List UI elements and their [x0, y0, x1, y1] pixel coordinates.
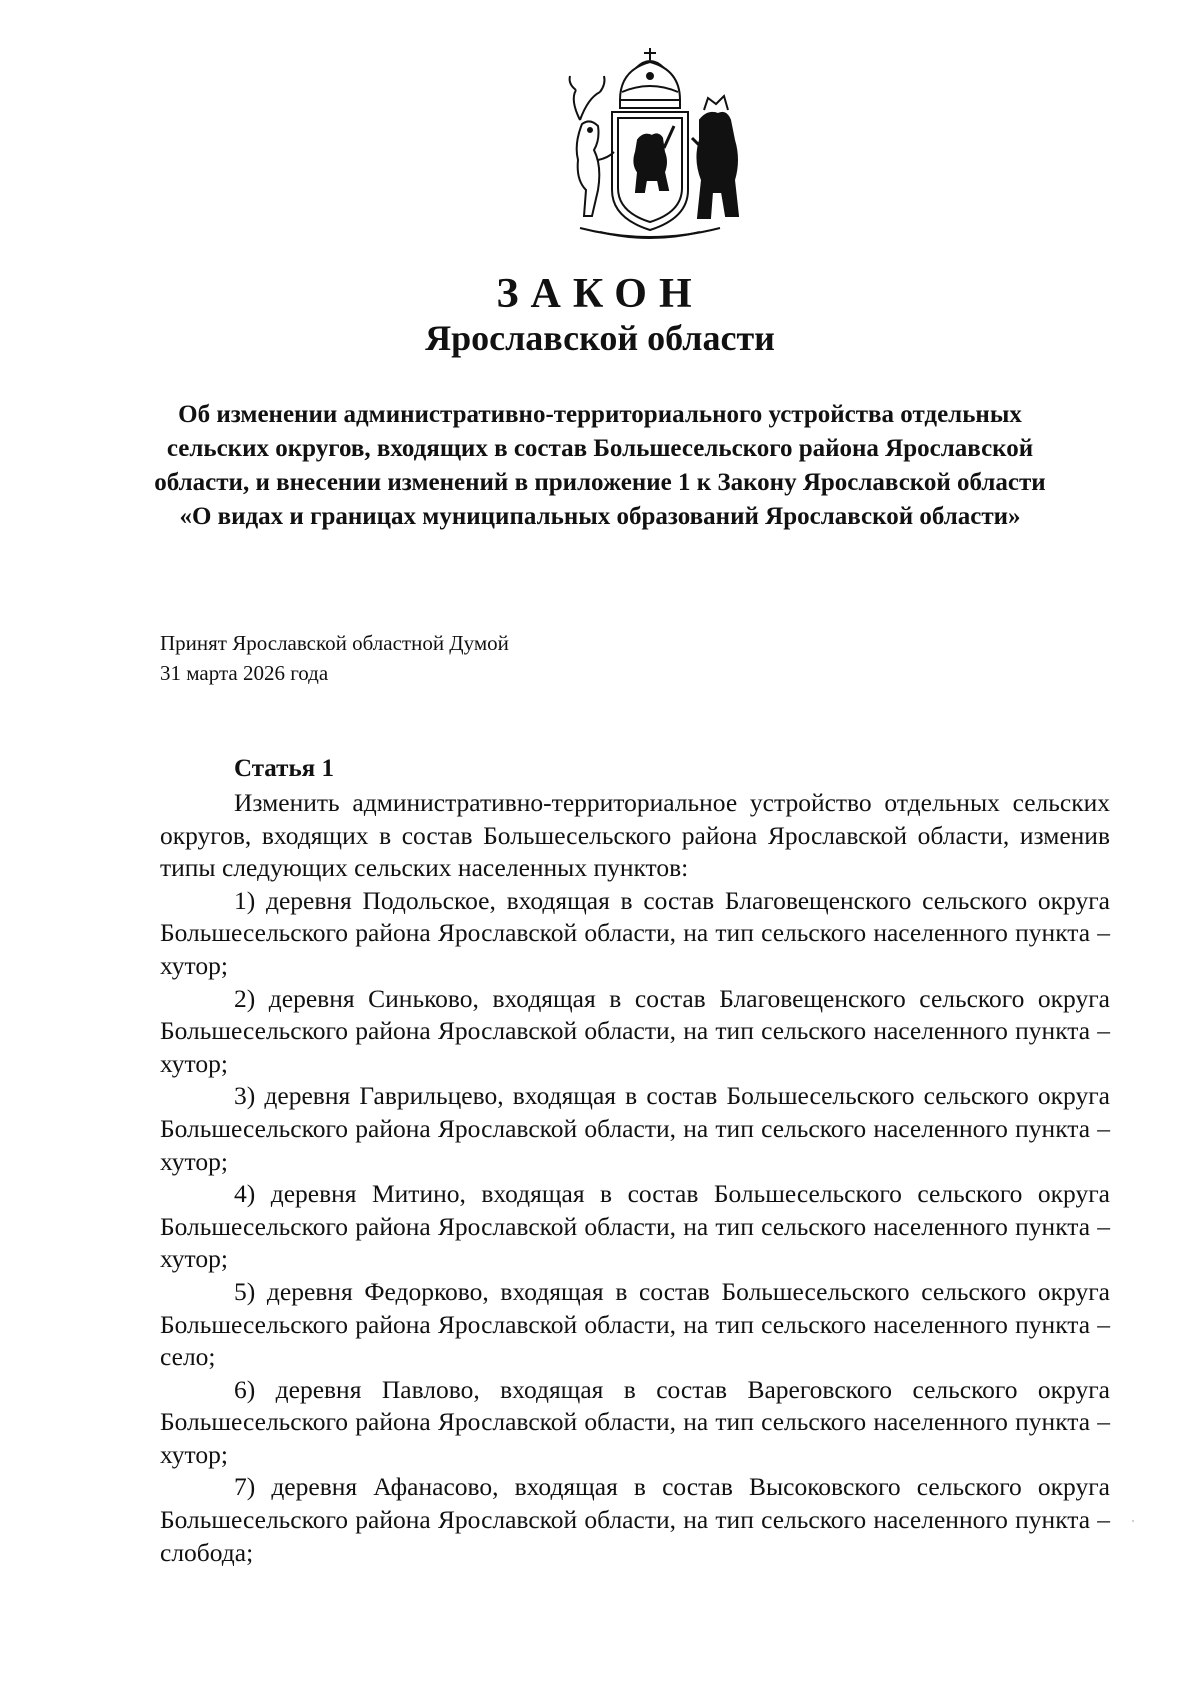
law-region: Ярославской области [425, 318, 775, 358]
law-heading: ЗАКОН [496, 271, 704, 317]
list-item: 2) деревня Синьково, входящая в состав Благовещенского сельского округа Большесельского района Ярославской области, на тип сельского населенного пункта – хутор; [160, 983, 1110, 1078]
article-heading: Статья 1 [234, 755, 334, 782]
article-body [160, 787, 1110, 1569]
article-intro: Изменить административно-территориальное устройство отдельных сельских округов, входящих в состав Большесельского района Ярославской области, изменив типы следующих сельских населенных пунктов: [160, 788, 1110, 883]
scan-speck [1132, 1520, 1134, 1522]
list-item: 3) деревня Гаврильцево, входящая в состав Большесельского сельского округа Большесельского района Ярославской области, на тип сельского населенного пункта – хутор; [160, 1081, 1110, 1176]
list-item: 5) деревня Федорково, входящая в состав Большесельского сельского округа Большесельского района Ярославской области, на тип сельского населенного пункта – село; [160, 1276, 1110, 1372]
list-item: 7) деревня Афанасово, входящая в состав Высоковского сельского округа Большесельского района Ярославской области, на тип сельского населенного пункта – слобода; [160, 1472, 1110, 1567]
adopted-by: Принят Ярославской областной Думой [160, 631, 509, 655]
list-item: 4) деревня Митино, входящая в состав Большесельского сельского округа Большесельского района Ярославской области, на тип сельского населенного пункта – хутор; [160, 1179, 1110, 1274]
coat-of-arms-icon [540, 40, 760, 250]
law-title: Об изменении административно-территориального устройства отдельных сельских округов, входящих в состав Большесельского района Ярославской области, и внесении изменений в приложение 1 к Закону Ярославской области «О видах и границах муниципальных образований Ярославской области» [154, 401, 1046, 530]
list-item: 6) деревня Павлово, входящая в состав Вареговского сельского округа Большесельского района Ярославской области, на тип сельского населенного пункта – хутор; [160, 1374, 1110, 1469]
list-item: 1) деревня Подольское, входящая в состав Благовещенского сельского округа Большесельского района Ярославской области, на тип сельского населенного пункта – хутор; [160, 885, 1110, 980]
adoption-date: 31 марта 2026 года [160, 661, 329, 685]
adoption-info [160, 628, 509, 688]
